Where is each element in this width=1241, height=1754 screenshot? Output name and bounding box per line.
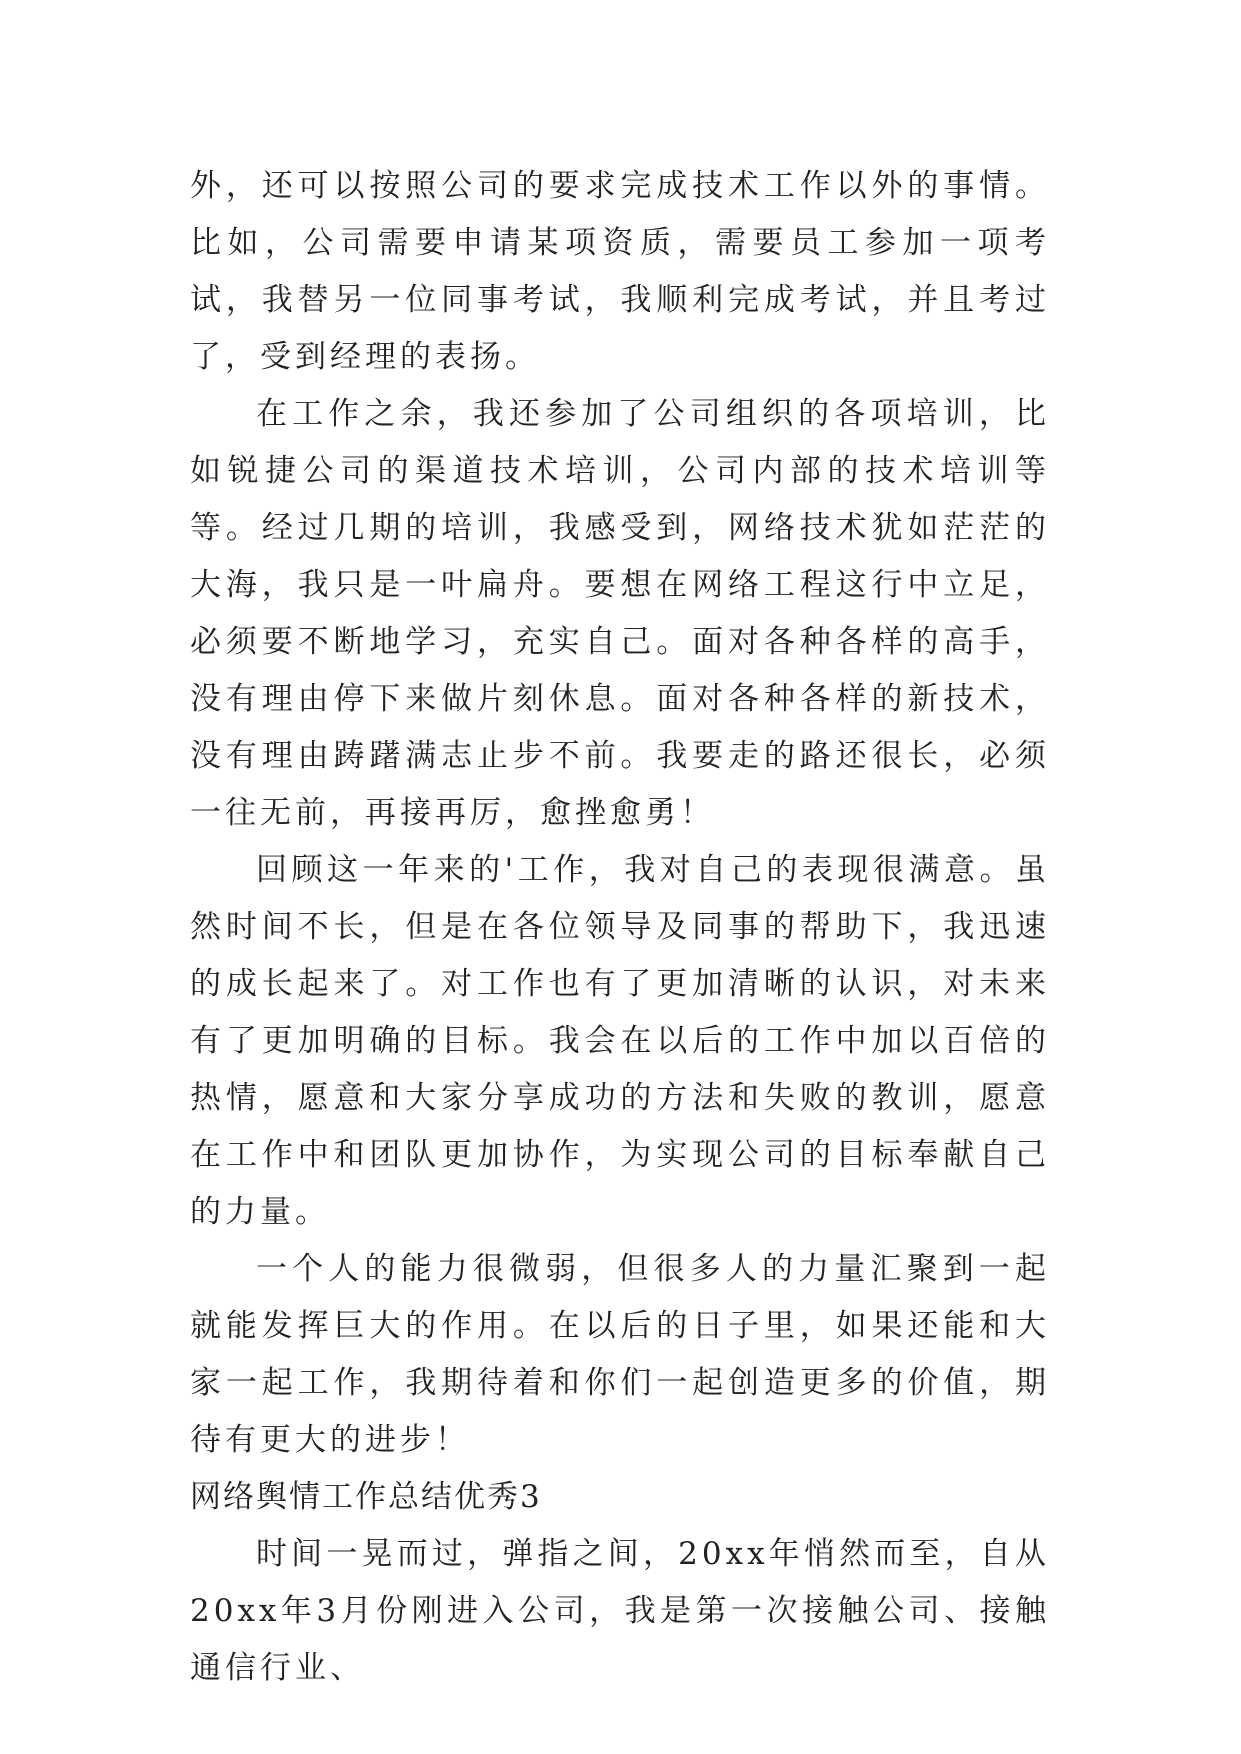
document-body xyxy=(190,158,1050,1697)
paragraph-4: 一个人的能力很微弱，但很多人的力量汇聚到一起就能发挥巨大的作用。在以后的日子里，如果还能和大家一起工作，我期待着和你们一起创造更多的价值，期待有更大的进步！ xyxy=(190,1251,1050,1458)
paragraph-5: 时间一晃而过，弹指之间，20xx年悄然而至，自从20xx年3月份刚进入公司，我是第一次接触公司、接触通信行业、 xyxy=(190,1536,1050,1686)
paragraph-2: 在工作之余，我还参加了公司组织的各项培训，比如锐捷公司的渠道技术培训，公司内部的技术培训等等。经过几期的培训，我感受到，网络技术犹如茫茫的大海，我只是一叶扁舟。要想在网络工程这行中立足，必须要不断地学习，充实自己。面对各种各样的高手，没有理由停下来做片刻休息。面对各种各样的新技术，没有理由踌躇满志止步不前。我要走的路还很长，必须一往无前，再接再厉，愈挫愈勇！ xyxy=(190,396,1050,831)
paragraph-1: 外，还可以按照公司的要求完成技术工作以外的事情。比如，公司需要申请某项资质，需要员工参加一项考试，我替另一位同事考试，我顺利完成考试，并且考过了，受到经理的表扬。 xyxy=(190,168,1050,375)
paragraph-3: 回顾这一年来的'工作，我对自己的表现很满意。虽然时间不长，但是在各位领导及同事的帮助下，我迅速的成长起来了。对工作也有了更加清晰的认识，对未来有了更加明确的目标。我会在以后的工作中加以百倍的热情，愿意和大家分享成功的方法和失败的教训，愿意在工作中和团队更加协作，为实现公司的目标奉献自己的力量。 xyxy=(190,852,1050,1230)
section-heading: 网络舆情工作总结优秀3 xyxy=(190,1479,542,1515)
